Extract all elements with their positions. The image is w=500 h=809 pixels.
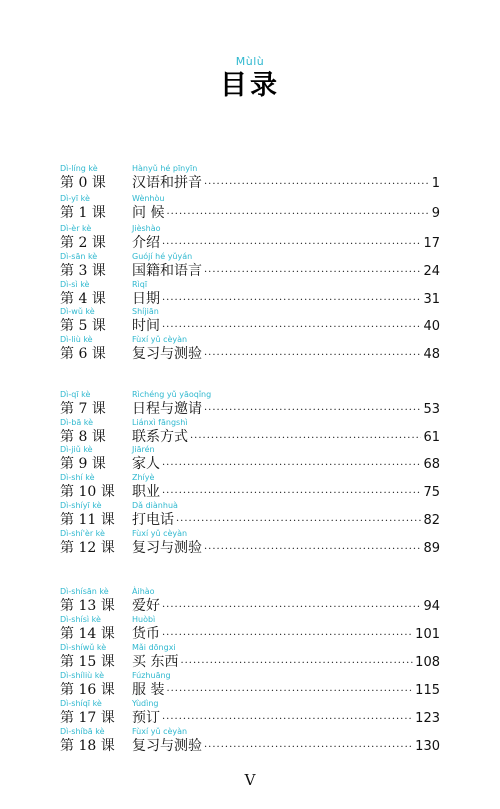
lesson-number: 第 15 课	[60, 654, 115, 670]
lesson-number-pinyin: Dì-sì kè	[60, 280, 90, 289]
page-number: 24	[423, 264, 440, 279]
lesson-title-pinyin: Fúzhuāng	[132, 671, 171, 680]
toc-entry[interactable]	[60, 251, 440, 281]
dot-leader	[204, 739, 413, 757]
lesson-title: 货币	[132, 626, 160, 642]
lesson-title: 买 东西	[132, 654, 179, 670]
lesson-number-pinyin: Dì-shíwǔ kè	[60, 643, 107, 652]
toc-entry[interactable]	[60, 698, 440, 728]
lesson-title: 复习与测验	[132, 738, 202, 754]
lesson-number: 第 18 课	[60, 738, 115, 754]
lesson-number-pinyin: Dì-shíliù kè	[60, 671, 105, 680]
lesson-number: 第 1 课	[60, 205, 106, 221]
lesson-title: 复习与测验	[132, 346, 202, 362]
lesson-number: 第 5 课	[60, 318, 106, 334]
page-number: 75	[423, 485, 440, 500]
lesson-number: 第 12 课	[60, 540, 115, 556]
lesson-number: 第 0 课	[60, 175, 106, 191]
lesson-title: 打电话	[132, 512, 174, 528]
lesson-title: 复习与测验	[132, 540, 202, 556]
toc-entry[interactable]	[60, 670, 440, 700]
toc-entry[interactable]	[60, 389, 440, 419]
title-pinyin: Mùlù	[235, 55, 265, 68]
lesson-title-pinyin: Huòbì	[132, 615, 156, 624]
lesson-title-pinyin: Guójí hé yǔyán	[132, 252, 193, 261]
page-number: 31	[423, 292, 440, 307]
lesson-number: 第 9 课	[60, 456, 106, 472]
page-footer-number: V	[244, 771, 256, 789]
lesson-title: 家人	[132, 456, 160, 472]
lesson-title-pinyin: Jiārén	[132, 445, 155, 454]
toc-entry[interactable]	[60, 223, 440, 253]
lesson-number-pinyin: Dì-shí kè	[60, 473, 95, 482]
lesson-number: 第 13 课	[60, 598, 115, 614]
lesson-title: 预订	[132, 710, 160, 726]
toc-entry[interactable]	[60, 417, 440, 447]
toc-entry[interactable]	[60, 334, 440, 364]
page-number: 17	[423, 236, 440, 251]
lesson-number: 第 10 课	[60, 484, 115, 500]
lesson-number-pinyin: Dì-shísì kè	[60, 615, 101, 624]
toc-entry[interactable]	[60, 279, 440, 309]
lesson-title-pinyin: Zhíyè	[132, 473, 155, 482]
lesson-number: 第 16 课	[60, 682, 115, 698]
lesson-number: 第 6 课	[60, 346, 106, 362]
toc-entry[interactable]	[60, 306, 440, 336]
lesson-number-pinyin: Dì-sān kè	[60, 252, 98, 261]
page-title: 目录	[220, 70, 280, 101]
toc-entry[interactable]	[60, 193, 440, 223]
lesson-title: 服 装	[132, 682, 165, 698]
lesson-title-pinyin: Shíjiān	[132, 307, 159, 316]
page-number: 40	[423, 319, 440, 334]
toc-entry[interactable]	[60, 586, 440, 616]
page-number: 108	[415, 655, 440, 670]
lesson-title-pinyin: Rìqī	[132, 280, 148, 289]
lesson-number-pinyin: Dì-shíyī kè	[60, 501, 102, 510]
lesson-title: 爱好	[132, 598, 160, 614]
lesson-title-pinyin: Hànyǔ hé pīnyīn	[132, 164, 198, 173]
toc-entry[interactable]	[60, 726, 440, 756]
lesson-title: 国籍和语言	[132, 263, 202, 279]
lesson-title-pinyin: Mǎi dōngxi	[132, 643, 176, 652]
lesson-number-pinyin: Dì-shíqī kè	[60, 699, 102, 708]
lesson-number-pinyin: Dì-yī kè	[60, 194, 90, 203]
lesson-number: 第 3 课	[60, 263, 106, 279]
toc-entry[interactable]	[60, 642, 440, 672]
page-number: 53	[423, 402, 440, 417]
lesson-title: 时间	[132, 318, 160, 334]
page-number: 101	[415, 627, 440, 642]
lesson-title-pinyin: Yùdìng	[132, 699, 159, 708]
lesson-number: 第 2 课	[60, 235, 106, 251]
toc-entry[interactable]	[60, 472, 440, 502]
lesson-title-pinyin: Àihào	[132, 587, 155, 596]
dot-leader	[204, 176, 430, 194]
page-number: 123	[415, 711, 440, 726]
toc-entry[interactable]	[60, 500, 440, 530]
lesson-title: 日程与邀请	[132, 401, 202, 417]
lesson-title-pinyin: Fùxí yǔ cèyàn	[132, 335, 188, 344]
lesson-number-pinyin: Dì-wǔ kè	[60, 307, 95, 316]
toc-entry[interactable]	[60, 528, 440, 558]
lesson-title-pinyin: Liánxì fāngshì	[132, 418, 188, 427]
lesson-title: 职业	[132, 484, 160, 500]
lesson-number: 第 7 课	[60, 401, 106, 417]
dot-leader	[204, 347, 421, 365]
lesson-number: 第 4 课	[60, 291, 106, 307]
lesson-number-pinyin: Dì-qī kè	[60, 390, 91, 399]
lesson-title: 汉语和拼音	[132, 175, 202, 191]
page-number: 89	[423, 541, 440, 556]
lesson-number-pinyin: Dì-jiǔ kè	[60, 445, 93, 454]
page-number: 61	[423, 430, 440, 445]
lesson-title-pinyin: Wènhòu	[132, 194, 165, 203]
page-number: 68	[423, 457, 440, 472]
lesson-title-pinyin: Jièshào	[132, 224, 161, 233]
lesson-number: 第 8 课	[60, 429, 106, 445]
page-number: 1	[431, 176, 440, 191]
page-number: 94	[423, 599, 440, 614]
page-number: 115	[415, 683, 440, 698]
lesson-number: 第 11 课	[60, 512, 115, 528]
lesson-title: 日期	[132, 291, 160, 307]
lesson-title-pinyin: Dǎ diànhuà	[132, 501, 178, 510]
dot-leader	[204, 541, 421, 559]
lesson-title: 介绍	[132, 235, 160, 251]
lesson-title-pinyin: Fùxí yǔ cèyàn	[132, 529, 188, 538]
page-number: 9	[431, 206, 440, 221]
lesson-number-pinyin: Dì-líng kè	[60, 164, 98, 173]
lesson-number-pinyin: Dì-shí'èr kè	[60, 529, 105, 538]
dot-leader	[166, 206, 429, 224]
lesson-title-pinyin: Rìchéng yǔ yāoqǐng	[132, 390, 212, 399]
toc-entry[interactable]	[60, 614, 440, 644]
lesson-number: 第 14 课	[60, 626, 115, 642]
lesson-number-pinyin: Dì-shíbā kè	[60, 727, 105, 736]
lesson-number-pinyin: Dì-bā kè	[60, 418, 94, 427]
toc-entry[interactable]	[60, 163, 440, 193]
lesson-number-pinyin: Dì-shísān kè	[60, 587, 109, 596]
page-number: 130	[415, 739, 440, 754]
lesson-title-pinyin: Fùxí yǔ cèyàn	[132, 727, 188, 736]
lesson-title: 联系方式	[132, 429, 188, 445]
lesson-number: 第 17 课	[60, 710, 115, 726]
page-number: 82	[423, 513, 440, 528]
lesson-title: 问 候	[132, 205, 165, 221]
toc-entry[interactable]	[60, 444, 440, 474]
lesson-number-pinyin: Dì-èr kè	[60, 224, 92, 233]
lesson-number-pinyin: Dì-liù kè	[60, 335, 93, 344]
page-number: 48	[423, 347, 440, 362]
